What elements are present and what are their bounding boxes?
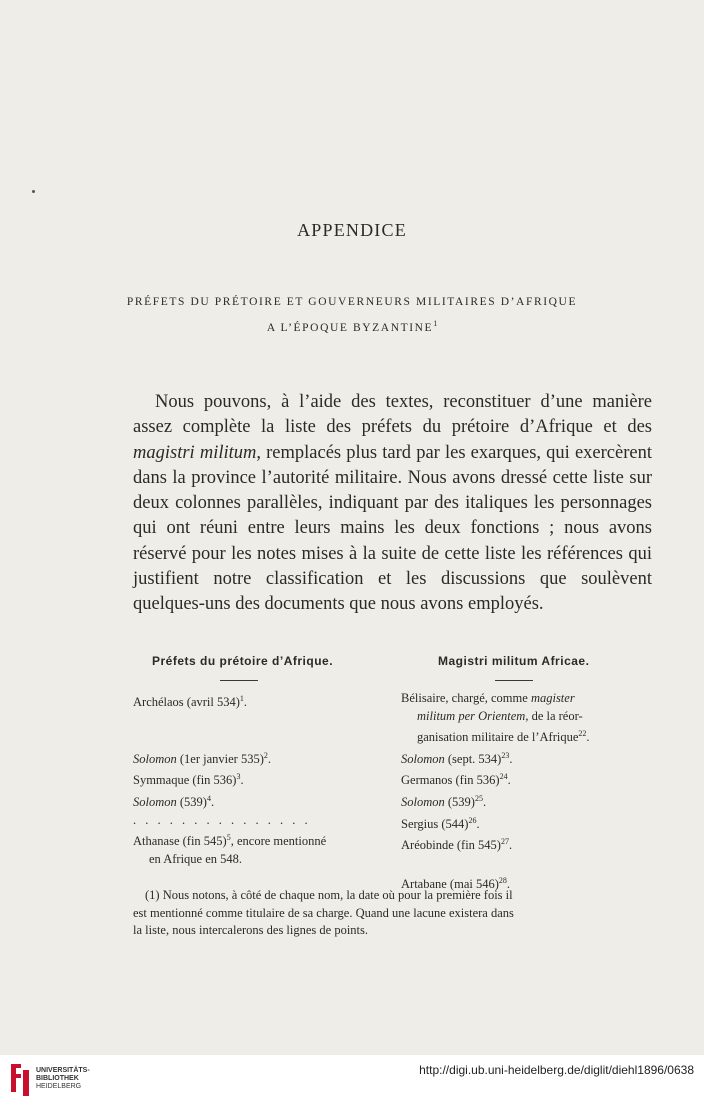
- list-item: Solomon (1er janvier 535)$^2$.: [133, 750, 271, 766]
- left-column-heading: Préfets du prétoire d’Afrique.: [152, 654, 334, 668]
- list-item: Solomon $(539)^4$.: [133, 793, 215, 810]
- list-item: Athanase (fin 545)$^5$, encore mentionné: [133, 833, 327, 849]
- footnote: (1) Nous notons, à côté de chaque nom, la date où pour la première fois il est mentionné comme titulaire de sa charge. Quand une lacune existera dans la liste, nous intercalerons des lignes de points.: [133, 888, 514, 937]
- list-item: Bélisaire, chargé, comme magister: [401, 691, 575, 705]
- list-item: Symmaque (fin 536)$^3$.: [133, 772, 244, 788]
- magistri-list: [401, 690, 652, 894]
- right-column-heading: Magistri militum Africae.: [438, 654, 590, 668]
- list-item-continuation: en Afrique en 548.: [149, 851, 243, 866]
- subtitle-line-2: A L’ÉPOQUE BYZANTINE$^1$: [266, 319, 438, 334]
- section-subtitle: [0, 291, 704, 339]
- list-item: Artabane (mai 546)$^{28}$.: [401, 875, 511, 892]
- library-name: UNIVERSITÄTS- BIBLIOTHEK HEIDELBERG: [36, 1067, 90, 1090]
- prefects-list: [133, 690, 383, 868]
- list-item: Archélaos (avril 534)$^1$.: [133, 694, 248, 710]
- list-item: Germanos (fin 536)$^{24}$.: [401, 772, 511, 788]
- list-item: Solomon $(539)^{25}$.: [401, 793, 487, 810]
- list-item: Solomon (sept. 534)$^{23}$.: [401, 750, 513, 766]
- source-url[interactable]: http://digi.ub.uni-heidelberg.de/diglit/diehl1896/0638: [419, 1063, 694, 1077]
- right-heading-rule: [495, 680, 533, 681]
- gap-dots: . . . . . . . . . . . . . . .: [133, 812, 311, 827]
- italic-term: magistri militum: [133, 442, 257, 463]
- intro-paragraph: Nous pouvons, à l’aide des textes, reconstituer d’une manière assez complète la liste des préfets du prétoire d’Afrique et des magistri militum, remplacés plus tard par les exarques, qui exercèrent dans la province l’autorité militaire. Nous avons dressé cette liste sur deux colonnes parallèles, indiquant par des italiques les personnages qui ont réuni entre leurs mains les deux fonctions ; nous avons réservé pour les notes mises à la suite de cette liste les références qui justifient notre classification et les discussions que soulèvent quelques-uns des documents que nous avons employés.: [133, 392, 652, 615]
- list-item: Sergius $(544)^{26}$.: [401, 815, 480, 831]
- list-item-continuation: ganisation militaire de l’Afrique$^{22}$.: [417, 729, 590, 745]
- page-title: APPENDICE: [297, 220, 407, 240]
- list-item: Aréobinde (fin 545)$^{27}$.: [401, 837, 513, 853]
- university-library-logo-icon: [8, 1062, 32, 1098]
- left-heading-rule: [220, 680, 258, 681]
- subtitle-line-1: PRÉFETS DU PRÉTOIRE ET GOUVERNEURS MILITAIRES D’AFRIQUE: [126, 296, 578, 308]
- page-speck: [32, 190, 35, 193]
- list-item-continuation: militum per Orientem, de la réor-: [417, 708, 583, 723]
- footnote-ref: 1: [433, 319, 438, 328]
